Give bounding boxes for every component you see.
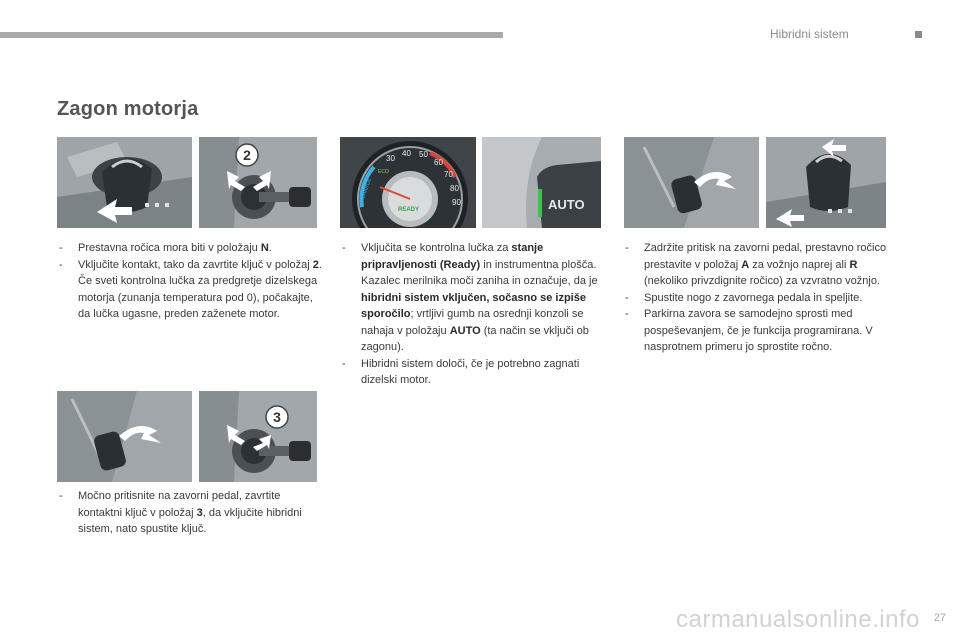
- svg-text:ECO: ECO: [378, 169, 389, 175]
- svg-text:90: 90: [452, 198, 461, 207]
- gear-lever-illustration: [57, 137, 192, 228]
- instrument-gauge-illustration: [340, 137, 476, 228]
- page-title: Zagon motorja: [57, 98, 199, 120]
- column-1-bottom-text: [57, 488, 322, 538]
- column-2-text: [340, 240, 606, 389]
- list-item: - Močno pritisnite na zavorni pedal, zavrtite kontaktni ključ v položaj 3, da vključite hibridni sistem, nato spustite ključ.: [57, 488, 322, 538]
- section-title: Hibridni sistem: [770, 27, 849, 41]
- list-item: - Hibridni sistem določi, če je potrebno zagnati dizelski motor.: [340, 356, 606, 389]
- ready-indicator: READY: [398, 207, 420, 213]
- header-rule: [0, 32, 503, 38]
- key-position-label: 2: [243, 147, 251, 163]
- gear-lever-drive-illustration: [766, 137, 886, 228]
- column-3-text: [623, 240, 891, 356]
- svg-text:60: 60: [434, 158, 443, 167]
- svg-text:40: 40: [402, 149, 411, 158]
- ignition-key-position-2-illustration: [199, 137, 317, 228]
- section-marker: [915, 31, 922, 38]
- svg-text:80: 80: [450, 184, 459, 193]
- ignition-key-position-3-illustration: [199, 391, 317, 482]
- list-item: - Spustite nogo z zavornega pedala in speljite.: [623, 290, 891, 307]
- auto-label: AUTO: [548, 197, 585, 212]
- svg-text:50: 50: [419, 150, 428, 159]
- page-number: 27: [933, 612, 946, 624]
- list-item: - Prestavna ročica mora biti v položaju N.: [57, 240, 322, 257]
- brake-press-illustration: [57, 391, 192, 482]
- svg-text:70: 70: [444, 170, 453, 179]
- watermark: carmanualsonline.info: [676, 606, 920, 633]
- svg-text:30: 30: [386, 154, 395, 163]
- column-1-text: [57, 240, 322, 323]
- auto-mode-button-illustration: [482, 137, 601, 228]
- svg-text:CHARGE: CHARGE: [360, 177, 374, 200]
- list-item: - Parkirna zavora se samodejno sprosti med pospeševanjem, če je funkcija programirana. V nasprotnem primeru jo sprostite ročno.: [623, 306, 891, 356]
- list-item: - Vključita se kontrolna lučka za stanje pripravljenosti (Ready) in instrumentna plošča. Kazalec merilnika moči zaniha in označuje, da je hibridni sistem vključen, sočasno se izpiše sporočilo; vrtljivi gumb na osrednji konzoli se nahaja v položaju AUTO (ta način se vključi ob zagonu).: [340, 240, 606, 356]
- list-item: - Vključite kontakt, tako da zavrtite ključ v položaj 2. Če sveti kontrolna lučka za predgretje dizelskega motorja (zunanja temperatura pod 0), počakajte, da lučka ugasne, preden zaženete motor.: [57, 257, 322, 323]
- list-item: - Zadržite pritisk na zavorni pedal, prestavno ročico prestavite v položaj A za vožnjo naprej ali R (nekoliko privzdignite ročico) za vzvratno vožnjo.: [623, 240, 891, 290]
- brake-pedal-illustration: [624, 137, 759, 228]
- key-position-label: 3: [273, 409, 281, 425]
